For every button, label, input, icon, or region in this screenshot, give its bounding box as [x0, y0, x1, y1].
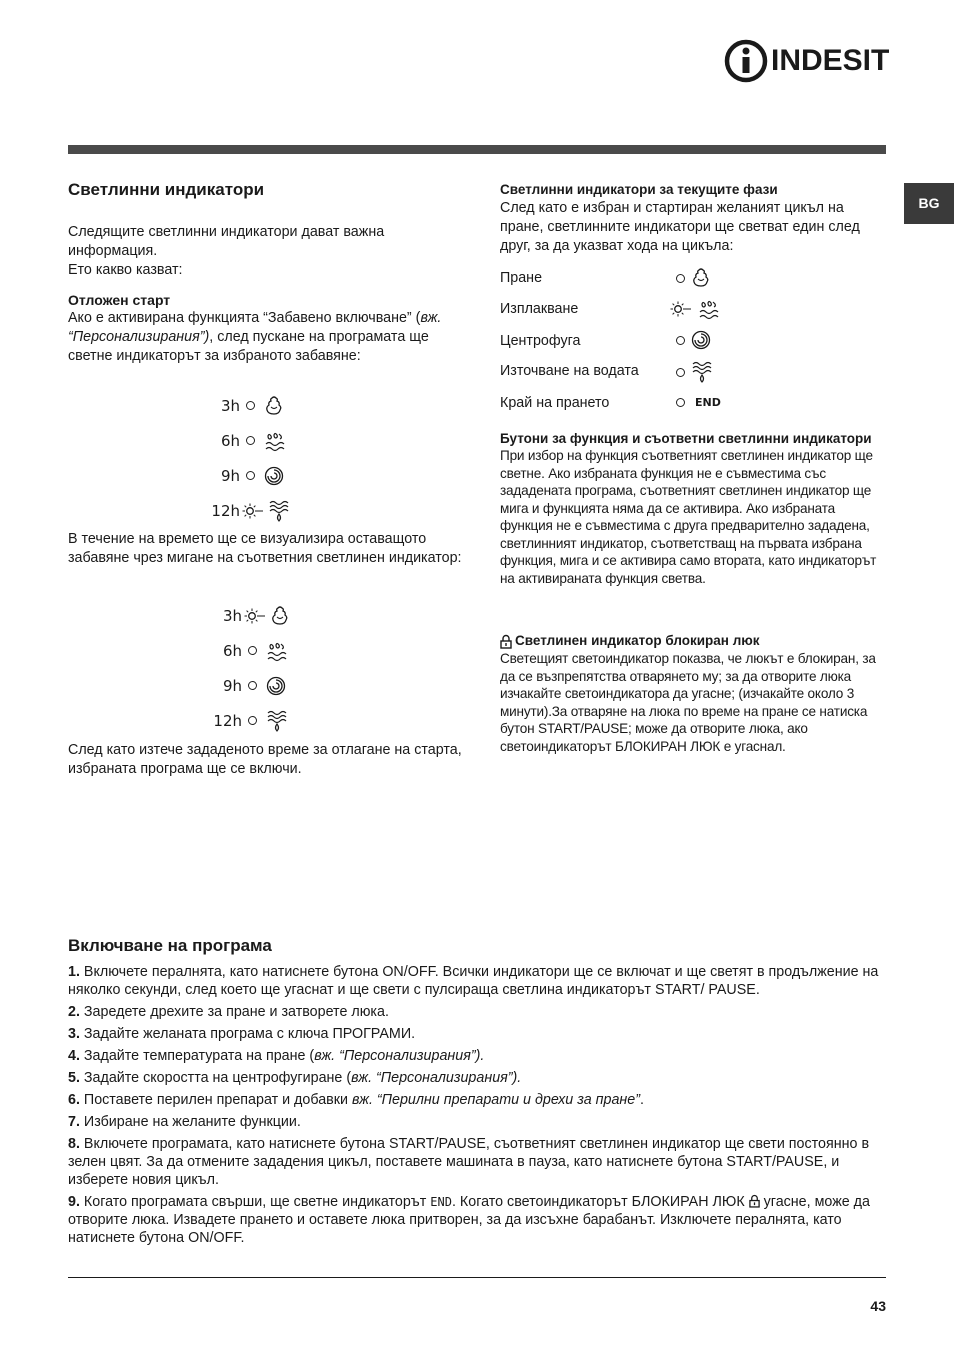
indicator-dot — [246, 436, 255, 445]
step-text: Поставете перилен препарат и добавки — [83, 1092, 352, 1108]
step-text: Задайте желаната програма с ключа ПРОГРАМИ. — [83, 1026, 416, 1042]
indicator-dot — [676, 274, 685, 283]
step-number: 8. — [68, 1136, 80, 1152]
delay-hours-label: 9h — [222, 676, 242, 695]
delay-hours-label: 12h — [213, 711, 242, 730]
phase-indicator — [670, 298, 720, 320]
delay-indicator — [246, 471, 264, 480]
phase-label: Край на прането — [500, 395, 610, 411]
step-text: Когато програмата свърши, ще светне индикаторът — [83, 1194, 427, 1210]
indicator-dot — [676, 398, 685, 407]
program-title: Включване на програма — [68, 936, 272, 955]
phase-label: Изплакване — [500, 301, 579, 317]
step-text: Заредете дрехите за пране и затворете люка. — [83, 1004, 389, 1020]
logo-text: INDESIT — [771, 44, 890, 77]
indicator-dot — [246, 401, 255, 410]
delay-indicator — [248, 646, 266, 655]
program-step — [68, 1047, 886, 1065]
delay-indicator — [246, 401, 264, 410]
delay-heading: Отложен старт — [68, 292, 171, 308]
left-column — [68, 180, 468, 366]
delay-indicator — [248, 716, 266, 725]
step-reference: вж. “Персонализирания”). — [351, 1070, 522, 1086]
step-text: Задайте температурата на пране ( — [83, 1048, 315, 1064]
func-text: При избор на функция съответният светлинен индикатор ще светне. Ако избраната функция не е съвместима със зададената програма, съответният светлинен индикатор ще мига и функцията няма да се активира. Ако избраната функция не е съвместима с друга предварително зададена, светлинният индикатор, съответстващ на първата избрана функция, мига и се активира само втората, като индикаторът на активираната функция светва. — [500, 448, 877, 586]
delay-hours-label: 12h — [211, 501, 240, 520]
step-number: 9. — [68, 1194, 80, 1210]
delay-indicator — [242, 503, 264, 519]
program-step — [68, 1091, 886, 1109]
step-text: . Когато светоиндикаторът БЛОКИРАН ЛЮК — [451, 1194, 745, 1210]
phase-label: Източване на водата — [500, 363, 639, 379]
step-number: 5. — [68, 1070, 80, 1086]
header-rule — [68, 145, 886, 154]
indicator-dot — [246, 471, 255, 480]
step-text: Задайте скоростта на центрофугиране ( — [83, 1070, 352, 1086]
wash-icon — [270, 605, 306, 627]
step-text-end: . — [639, 1092, 644, 1108]
step-number: 3. — [68, 1026, 80, 1042]
blinking-indicator-icon — [670, 301, 692, 317]
wash-icon — [264, 395, 304, 417]
program-step — [68, 1025, 886, 1043]
intro-line-2: информация. — [68, 243, 158, 259]
drain-icon — [691, 360, 713, 384]
delay-hours-label: 3h — [220, 396, 240, 415]
padlock-icon — [500, 634, 512, 649]
step-text: угасне, може да отворите люка. Извадете прането и оставете люка притворен, за да изсъхне барабанът. Изключете пералнята, като натиснете бутона ON/OFF. — [68, 1194, 870, 1246]
end-text-block — [68, 741, 468, 779]
program-step — [68, 1113, 886, 1131]
lock-block — [500, 632, 886, 755]
rinse-icon — [264, 430, 304, 452]
blinking-indicator-icon — [244, 608, 266, 624]
end-label: END — [695, 396, 721, 409]
delay-indicator — [244, 608, 266, 624]
phase-indicator — [676, 396, 721, 409]
step-reference: вж. “Перилни препарати и дрехи за пране” — [351, 1092, 640, 1108]
drain-icon — [268, 499, 304, 523]
wash-icon — [691, 267, 711, 289]
delay-indicator — [246, 436, 264, 445]
intro-line-1: Следящите светлинни индикатори дават важна — [68, 224, 385, 240]
indicator-dot — [676, 336, 685, 345]
end-indicator-label: END — [430, 1195, 452, 1209]
delay-diagram-2 — [210, 598, 306, 738]
delay-text-ref: вж. “Персонализирания”) — [68, 310, 442, 345]
program-step — [68, 1003, 886, 1021]
delay-text-part2: , след пускане на програмата ще светне индикаторът за избраното забавяне: — [68, 329, 429, 364]
indicator-dot — [248, 646, 257, 655]
right-column-top — [500, 181, 890, 256]
spin-icon — [691, 330, 711, 350]
spin-icon — [266, 676, 306, 696]
program-step — [68, 1069, 886, 1087]
program-step — [68, 1135, 886, 1189]
middle-text: В течение на времето ще се визуализира оставащото забавяне чрез мигане на съответния светлинен индикатор: — [68, 531, 462, 566]
phases-heading: Светлинни индикатори за текущите фази — [500, 182, 778, 197]
step-number: 7. — [68, 1114, 80, 1130]
delay-indicator — [248, 681, 266, 690]
phase-indicator — [676, 267, 711, 289]
func-heading: Бутони за функция и съответни светлинни индикатори — [500, 431, 872, 446]
blinking-indicator-icon — [242, 503, 264, 519]
step-number: 6. — [68, 1092, 80, 1108]
rinse-icon — [266, 640, 306, 662]
delay-hours-label: 9h — [220, 466, 240, 485]
delay-hours-label: 6h — [220, 431, 240, 450]
step-text: Избиране на желаните функции. — [83, 1114, 301, 1130]
delay-hours-label: 6h — [222, 641, 242, 660]
program-step — [68, 963, 886, 999]
middle-text-block — [68, 530, 468, 568]
phases-text: След като е избран и стартиран желаният цикъл на пране, светлинните индикатори ще светват един след друг, за да указват хода на цикъла: — [500, 200, 860, 254]
delay-diagram-1 — [208, 388, 304, 528]
phase-indicator — [676, 330, 711, 350]
footer-rule — [68, 1277, 886, 1278]
lock-heading-row — [500, 632, 886, 650]
program-step — [68, 1193, 886, 1247]
lock-text: Светещият светоиндикатор показва, че люкът е блокиран, за да се възпрепятства отварянето му; за да отворите люка изчакайте светоиндикатора да угасне; (изчакайте около 3 минути).За отваряне на люка по време на пране се натиска бутон START/PAUSE; може да отворите люка, ако светоиндикаторът БЛОКИРАН ЛЮК е угаснал. — [500, 651, 876, 754]
spin-icon — [264, 466, 304, 486]
lock-heading: Светлинен индикатор блокиран люк — [515, 633, 760, 648]
indicator-dot — [676, 368, 685, 377]
delay-hours-label: 3h — [222, 606, 242, 625]
program-steps — [68, 963, 886, 1251]
rinse-icon — [698, 298, 720, 320]
phase-label: Центрофуга — [500, 333, 581, 349]
indicator-dot — [248, 681, 257, 690]
phase-label: Пране — [500, 270, 543, 286]
indicator-dot — [248, 716, 257, 725]
step-text: Включете програмата, като натиснете бутона START/PAUSE, съответният светлинен индикатор ще свети постоянно в зелен цвят. За да отмените зададения цикъл, поставете машината в пауза, като натиснете бутона START/PAUSE, и изберете новия цикъл. — [68, 1136, 870, 1188]
logo-emblem-icon — [724, 38, 768, 84]
indesit-logo — [724, 38, 888, 84]
step-number: 4. — [68, 1048, 80, 1064]
delay-text-part1: Ако е активирана функцията “Забавено включване” ( — [68, 310, 421, 326]
step-number: 2. — [68, 1004, 80, 1020]
section-title-indicators: Светлинни индикатори — [68, 180, 265, 199]
phase-indicator — [676, 360, 713, 384]
delay-text — [68, 309, 460, 366]
language-tab: BG — [904, 183, 954, 224]
end-text: След като изтече зададеното време за отлагане на старта, избраната програма ще се включи. — [68, 742, 462, 777]
drain-icon — [266, 709, 306, 733]
step-reference: вж. “Персонализирания”). — [314, 1048, 485, 1064]
intro-line-3: Ето какво казват: — [68, 262, 183, 278]
step-number: 1. — [68, 964, 80, 980]
page-number: 43 — [870, 1298, 886, 1314]
padlock-icon — [749, 1194, 760, 1208]
func-block — [500, 430, 886, 587]
step-text: Включете пералнята, като натиснете бутона ON/OFF. Всички индикатори ще се включат и ще светят в продължение на няколко секунди, след което ще угаснат и ще свети с пулсираща светлина индикаторът START/ PAUSE. — [68, 964, 879, 998]
program-title-wrap — [68, 936, 272, 956]
